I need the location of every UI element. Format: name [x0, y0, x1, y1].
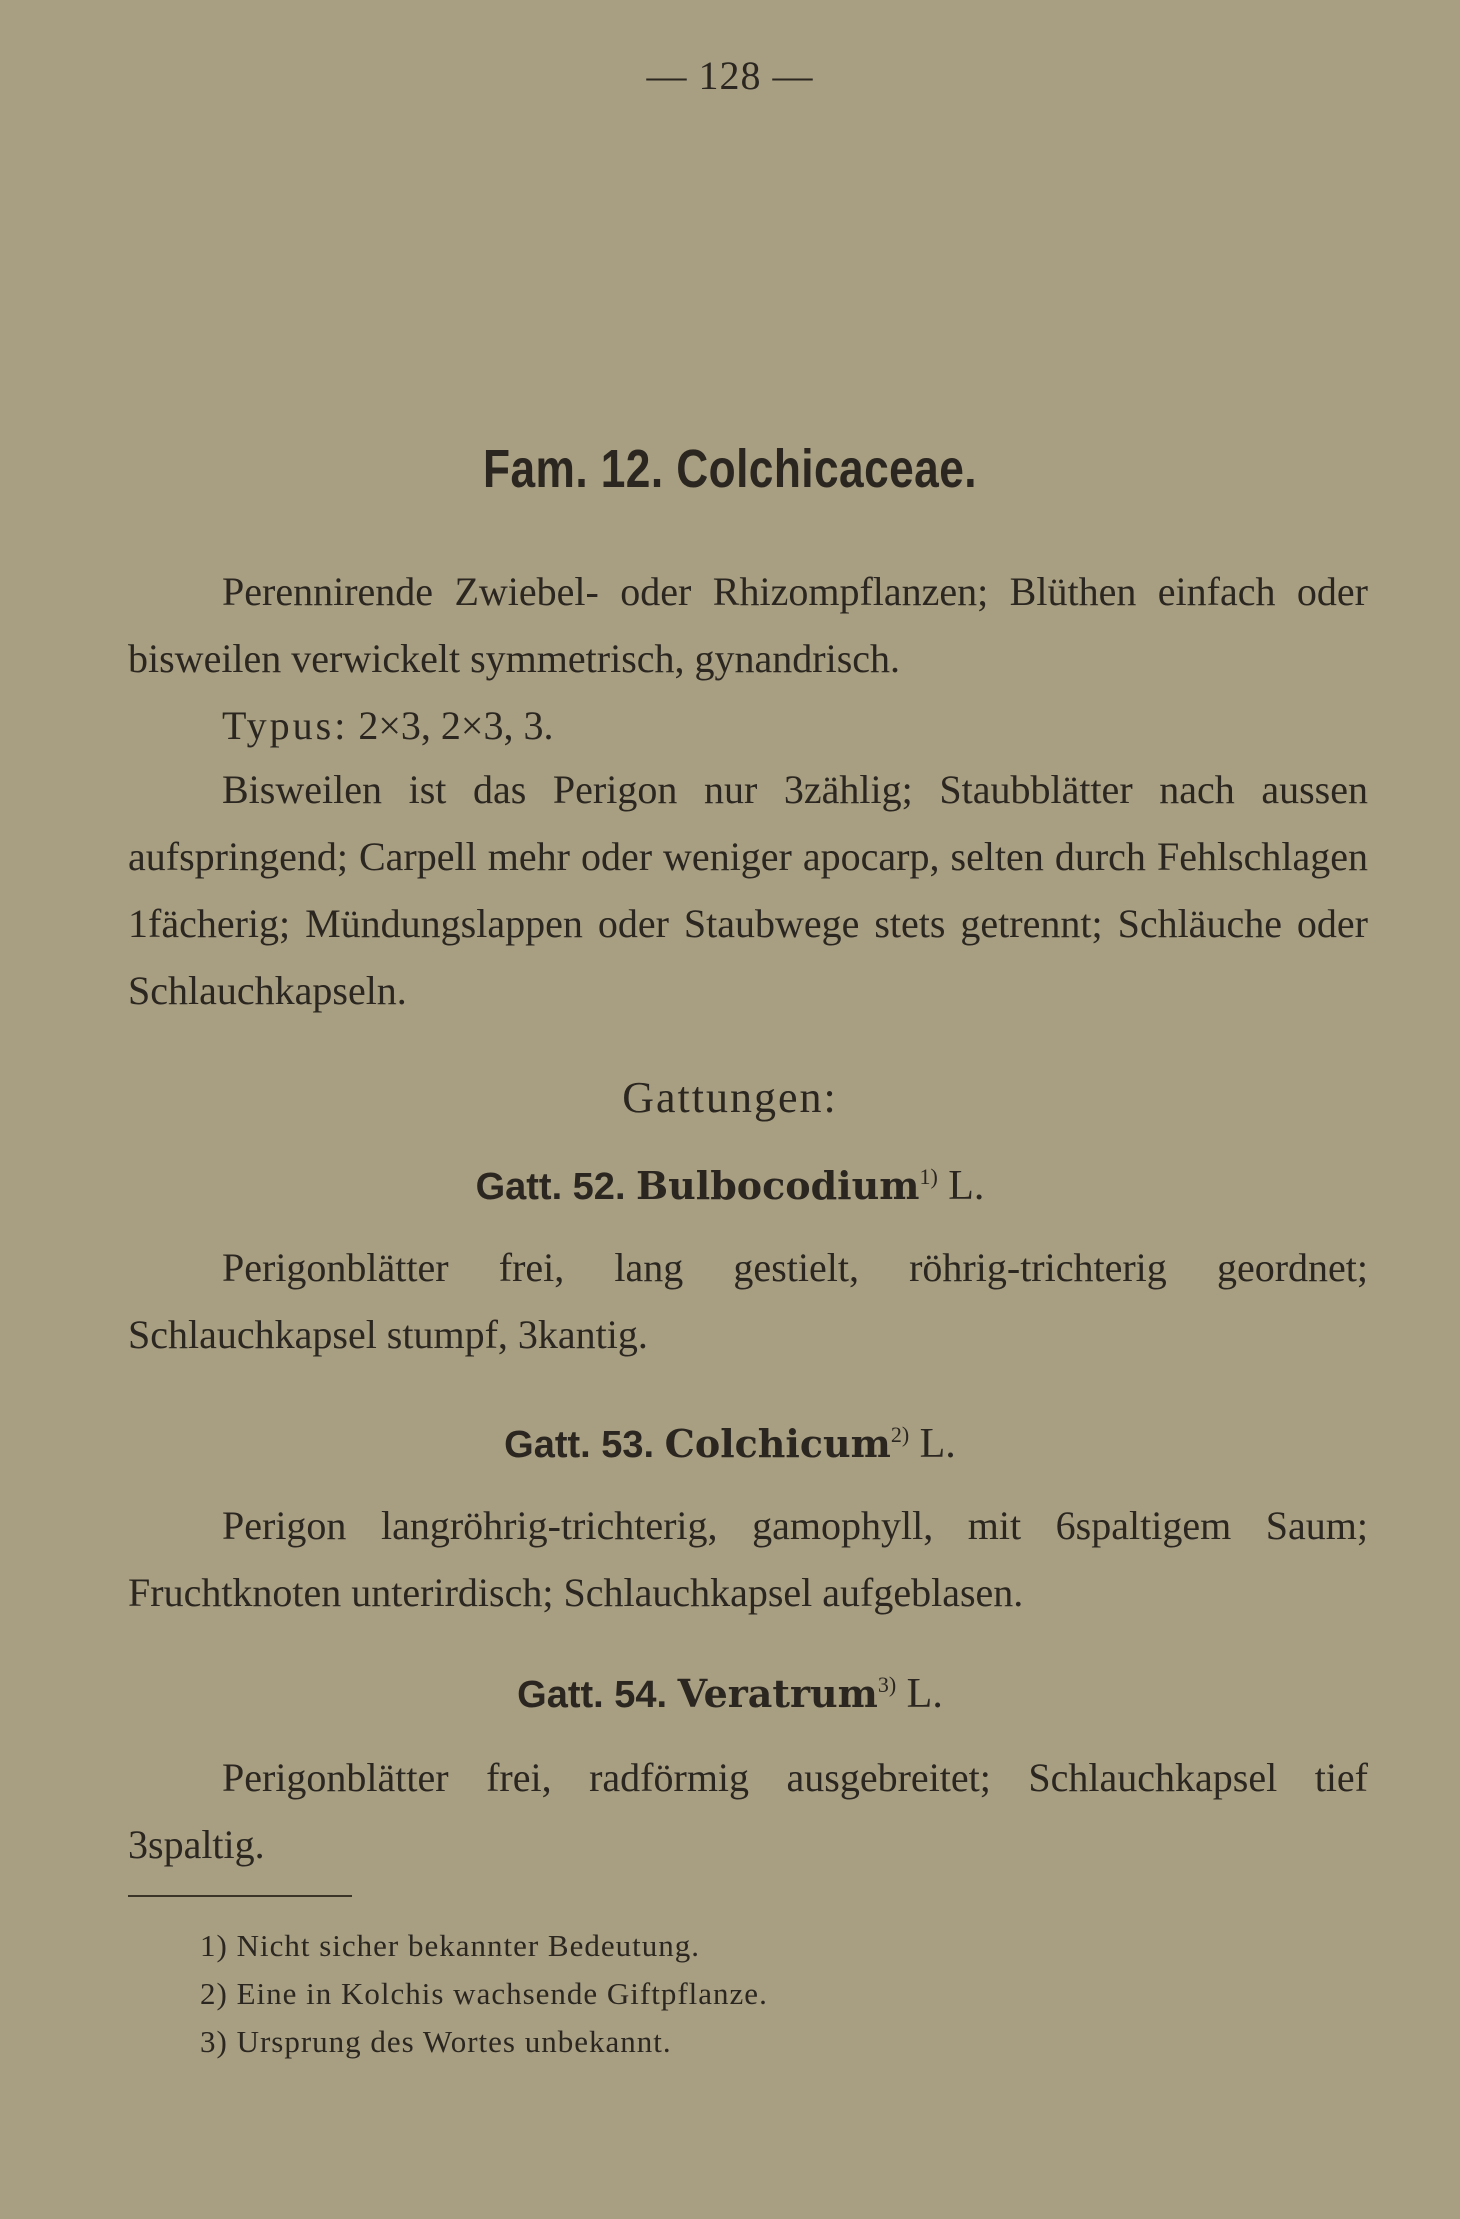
footnote-ref: 3) [877, 1672, 897, 1697]
footnote-3: 3) Ursprung des Wortes unbekannt. [200, 2024, 672, 2059]
footnote-divider [128, 1895, 352, 1897]
genus-description-54: Perigonblätter frei, radförmig ausgebreitet; Schlauchkapsel tief 3spaltig. [128, 1755, 1368, 1867]
page-number: — 128 — [646, 53, 814, 98]
footnote-ref: 1) [919, 1164, 938, 1189]
genus-author: L. [906, 1671, 943, 1717]
genus-name: Colchicum [664, 1421, 891, 1466]
genus-author: L. [948, 1163, 985, 1209]
gattungen-heading: Gattungen: [622, 1073, 838, 1122]
typus-value: 2×3, 2×3, 3. [358, 703, 554, 748]
typus-label: Typus: [222, 703, 349, 748]
intro-paragraph: Perennirende Zwiebel- oder Rhizompflanzen; Blüthen einfach oder bisweilen verwickelt symmetrisch, gynandrisch. [128, 569, 1368, 681]
genus-description-52: Perigonblätter frei, lang gestielt, röhrig-trichterig geordnet; Schlauchkapsel stumpf, 3kantig. [128, 1245, 1368, 1357]
genus-name: Veratrum [677, 1671, 878, 1716]
footnote-ref: 2) [890, 1422, 910, 1447]
genus-name: Bulbocodium [636, 1163, 920, 1208]
genus-heading-52 [0, 1162, 1460, 1210]
family-title: Fam. 12. Colchicaceae. [483, 439, 977, 499]
genus-label: Gatt. 52. [475, 1166, 626, 1208]
typus-line [128, 692, 1368, 759]
genus-label: Gatt. 54. [517, 1674, 668, 1716]
description-paragraph: Bisweilen ist das Perigon nur 3zählig; Staubblätter nach aussen aufspringend; Carpell mehr oder weniger apocarp, selten durch Fehlschlagen 1fächerig; Mündungslappen oder Staubwege stets getrennt; Schläuche oder Schlauchkapseln. [128, 767, 1368, 1013]
genus-heading-54 [0, 1670, 1460, 1718]
footnote-2: 2) Eine in Kolchis wachsende Giftpflanze. [200, 1976, 768, 2011]
genus-heading-53 [0, 1420, 1460, 1468]
genus-description-53: Perigon langröhrig-trichterig, gamophyll, mit 6spaltigem Saum; Fruchtknoten unterirdisch; Schlauchkapsel aufgeblasen. [128, 1503, 1368, 1615]
footnote-1: 1) Nicht sicher bekannter Bedeutung. [200, 1928, 700, 1963]
genus-label: Gatt. 53. [504, 1424, 655, 1466]
genus-author: L. [919, 1421, 956, 1467]
